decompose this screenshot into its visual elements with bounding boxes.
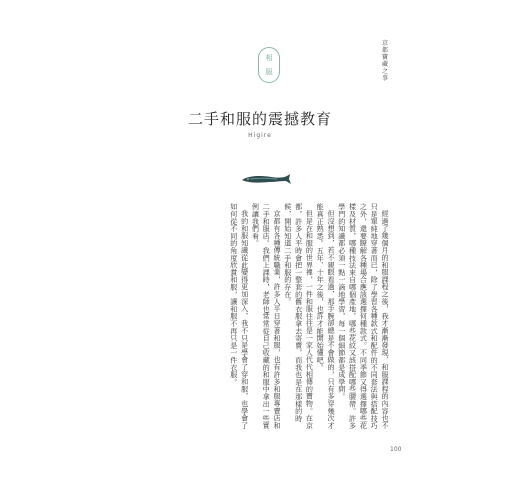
running-head-char-5: 之 — [381, 68, 388, 75]
running-head-char-3: 寶 — [381, 54, 388, 61]
running-head-char-6: 事 — [381, 75, 388, 82]
vertical-body-text — [135, 203, 390, 430]
paragraph-5: 我的和服知識從此變得更加深入，我不只是學會了穿和服，也學會了如何從不同的角度欣賞和服，讓和服不再只是一件衣服。 — [229, 203, 250, 430]
running-head-char-4: 藏 — [381, 61, 388, 68]
running-head-char-1: 京 — [381, 40, 388, 47]
paragraph-1: 經過了幾個月的和服課程之後，我才漸漸發現，和服課程的內容也不只是單純地穿著而已，除了學習各種款式和配件的不同套法與搭配技巧之外，還要瞭解各種場合應該選擇何種款式。不同季節又得選擇哪些花樣及材質，哪種技法來自哪個產地，哪些花紋又該搭配哪些腰帶。許多學門的知識都必須一點一滴地學習，每一個細節都是成學問。 — [337, 203, 390, 430]
paragraph-4: 京都有各種傳統職業，許多人平日穿著和服，也有許多和服專賣店和二手和服店。我們上課時，老師也常常從自己收藏的和服中拿出一些實例讓我們看。 — [251, 203, 283, 430]
chapter-subtitle: Higire — [248, 132, 272, 139]
seal-character-top: 相 — [265, 54, 273, 62]
seal-character-bottom: 服 — [265, 68, 273, 76]
paragraph-2: 但沒想到，若不親眼看過，那手腕卻總是不會做的，只有多穿幾次才能真正熟悉。五年、十年之後，也許才能開始懂吧。 — [316, 203, 337, 430]
running-head-char-2: 都 — [381, 47, 388, 54]
fish-icon — [240, 171, 292, 187]
fish-body — [242, 174, 291, 184]
chapter-seal-badge — [258, 47, 280, 83]
chapter-title: 二手和服的震撼教育 — [187, 110, 332, 128]
running-head — [381, 40, 389, 82]
fish-illustration — [240, 171, 292, 187]
page-number: 100 — [390, 446, 402, 453]
paragraph-3: 但是在和服的世界裡，一件和服往往是一家人代代相傳的寶物。在京都，許多人平時會把一整套的舊衣服拿去寄賣，而我也是在那樣的時候，開始知道二手和服的存在。 — [283, 203, 315, 430]
fish-eye — [247, 178, 249, 180]
